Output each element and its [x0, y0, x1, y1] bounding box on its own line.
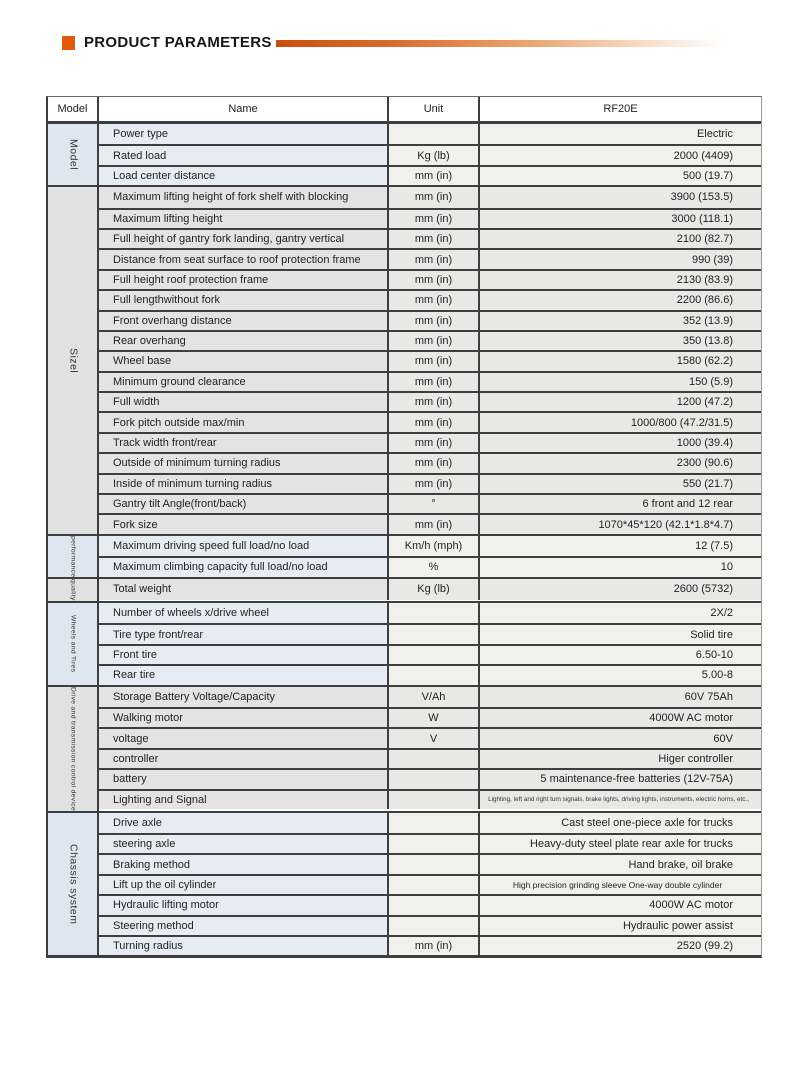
param-name: Outside of minimum turning radius [99, 454, 389, 472]
param-unit [389, 750, 480, 768]
spec-row-total-weight [99, 579, 761, 599]
param-name: Hydraulic lifting motor [99, 896, 389, 914]
spec-row-front-tire [99, 644, 761, 664]
param-value: 5.00-8 [480, 666, 761, 684]
spec-group-rows [99, 124, 761, 185]
param-name: Fork pitch outside max/min [99, 413, 389, 431]
spec-table [46, 96, 762, 958]
param-value: 352 (13.9) [480, 312, 761, 330]
param-unit [389, 876, 480, 894]
param-unit [389, 770, 480, 788]
spec-row-walking-motor [99, 707, 761, 727]
param-name: Load center distance [99, 167, 389, 185]
param-unit: mm (in) [389, 413, 480, 431]
param-value: 2130 (83.9) [480, 271, 761, 289]
param-value: 6 front and 12 rear [480, 495, 761, 513]
param-value: Higer controller [480, 750, 761, 768]
param-name: Maximum lifting height of fork shelf with blocking [99, 187, 389, 207]
param-name: Distance from seat surface to roof protection frame [99, 250, 389, 268]
group-label-wheels-and-tires: Wheels and Tires [48, 603, 99, 685]
spec-row-steering-method [99, 915, 761, 935]
param-name: Rear tire [99, 666, 389, 684]
param-name: steering axle [99, 835, 389, 853]
spec-row-front-overhang-distance [99, 310, 761, 330]
param-unit [389, 896, 480, 914]
spec-row-steering-axle [99, 833, 761, 853]
spec-row-maximum-lifting-height [99, 208, 761, 228]
spec-row-number-of-wheels-x-drive-wheel [99, 603, 761, 623]
spec-row-maximum-climbing-capacity-full-load-no-load [99, 556, 761, 576]
header-unit: Unit [389, 97, 480, 121]
param-name: Braking method [99, 855, 389, 873]
param-unit: mm (in) [389, 454, 480, 472]
param-name: Power type [99, 124, 389, 144]
param-unit: V/Ah [389, 687, 480, 707]
param-unit: mm (in) [389, 937, 480, 955]
param-name: Lighting and Signal [99, 791, 389, 809]
param-name: Rear overhang [99, 332, 389, 350]
spec-row-fork-size [99, 513, 761, 533]
header-model-value: RF20E [603, 103, 638, 115]
param-value: 3000 (118.1) [480, 210, 761, 228]
spec-row-rated-load [99, 144, 761, 164]
param-name: Fork size [99, 515, 389, 533]
param-value: 2600 (5732) [480, 579, 761, 599]
param-unit [389, 603, 480, 623]
spec-row-maximum-lifting-height-of-fork-shelf-with-blocking [99, 187, 761, 207]
param-unit: ° [389, 495, 480, 513]
param-value: 2520 (99.2) [480, 937, 761, 955]
param-value: 5 maintenance-free batteries (12V-75A) [480, 770, 761, 788]
param-unit: V [389, 729, 480, 747]
param-value: 1070*45*120 (42.1*1.8*4.7) [480, 515, 761, 533]
spec-row-lift-up-the-oil-cylinder [99, 874, 761, 894]
header-model: Model [48, 97, 99, 121]
spec-row-fork-pitch-outside-max-min [99, 411, 761, 431]
param-name: Drive axle [99, 813, 389, 833]
spec-group-rows [99, 579, 761, 601]
param-unit: mm (in) [389, 167, 480, 185]
param-unit: mm (in) [389, 250, 480, 268]
param-value: 2300 (90.6) [480, 454, 761, 472]
param-value: 2000 (4409) [480, 146, 761, 164]
param-unit [389, 791, 480, 809]
param-unit: mm (in) [389, 352, 480, 370]
spec-row-full-width [99, 391, 761, 411]
param-unit [389, 855, 480, 873]
param-value: 4000W AC motor [480, 709, 761, 727]
spec-row-power-type [99, 124, 761, 144]
param-value: 990 (39) [480, 250, 761, 268]
param-unit [389, 124, 480, 144]
param-unit: mm (in) [389, 393, 480, 411]
param-name: Total weight [99, 579, 389, 599]
param-value: Hand brake, oil brake [480, 855, 761, 873]
param-unit: Kg (lb) [389, 146, 480, 164]
spec-row-controller [99, 748, 761, 768]
param-unit: mm (in) [389, 230, 480, 248]
param-name: Maximum climbing capacity full load/no load [99, 558, 389, 576]
param-value: 1000/800 (47.2/31.5) [480, 413, 761, 431]
spec-group-model [48, 124, 761, 185]
param-value: Cast steel one-piece axle for trucks [480, 813, 761, 833]
spec-row-rear-tire [99, 664, 761, 684]
param-unit: % [389, 558, 480, 576]
spec-group-sizel [48, 185, 761, 534]
spec-group-rows [99, 187, 761, 534]
param-value: Heavy-duty steel plate rear axle for trucks [480, 835, 761, 853]
param-name: Front overhang distance [99, 312, 389, 330]
spec-row-wheel-base [99, 350, 761, 370]
param-value: 60V [480, 729, 761, 747]
param-value: 3900 (153.5) [480, 187, 761, 207]
param-value: 60V 75Ah [480, 687, 761, 707]
param-unit [389, 813, 480, 833]
param-name: Track width front/rear [99, 434, 389, 452]
param-unit: mm (in) [389, 210, 480, 228]
spec-group-rows [99, 603, 761, 685]
param-value: 550 (21.7) [480, 475, 761, 493]
param-unit: mm (in) [389, 291, 480, 309]
param-unit [389, 666, 480, 684]
spec-row-drive-axle [99, 813, 761, 833]
spec-group-drive-and-transmission-control-device [48, 685, 761, 811]
param-value: 2X/2 [480, 603, 761, 623]
param-name: Front tire [99, 646, 389, 664]
spec-row-rear-overhang [99, 330, 761, 350]
param-name: Maximum lifting height [99, 210, 389, 228]
spec-row-full-height-of-gantry-fork-landing-gantry-vertical [99, 228, 761, 248]
spec-row-track-width-front-rear [99, 432, 761, 452]
param-value: 2100 (82.7) [480, 230, 761, 248]
param-name: Inside of minimum turning radius [99, 475, 389, 493]
spec-row-load-center-distance [99, 165, 761, 185]
spec-row-outside-of-minimum-turning-radius [99, 452, 761, 472]
param-unit: mm (in) [389, 475, 480, 493]
spec-table-body [48, 124, 761, 955]
group-label-chassis-system: Chassis system [48, 813, 99, 956]
spec-row-hydraulic-lifting-motor [99, 894, 761, 914]
param-unit [389, 625, 480, 643]
spec-row-full-lengthwithout-fork [99, 289, 761, 309]
param-name: Number of wheels x/drive wheel [99, 603, 389, 623]
group-label-model: Model [48, 124, 99, 185]
param-name: Tire type front/rear [99, 625, 389, 643]
page-header [62, 34, 722, 51]
group-label-quality: quality [48, 579, 99, 601]
spec-row-voltage [99, 727, 761, 747]
param-unit: mm (in) [389, 515, 480, 533]
param-unit: W [389, 709, 480, 727]
spec-row-battery [99, 768, 761, 788]
group-label-performance: performance [48, 536, 99, 577]
param-unit [389, 646, 480, 664]
param-value: 350 (13.8) [480, 332, 761, 350]
param-unit: mm (in) [389, 312, 480, 330]
param-value: 1580 (62.2) [480, 352, 761, 370]
header-name: Name [99, 97, 389, 121]
param-name: Wheel base [99, 352, 389, 370]
param-name: battery [99, 770, 389, 788]
spec-group-performance [48, 534, 761, 577]
param-name: Full height roof protection frame [99, 271, 389, 289]
param-name: voltage [99, 729, 389, 747]
param-value: 6.50-10 [480, 646, 761, 664]
param-name: Maximum driving speed full load/no load [99, 536, 389, 556]
param-unit: Km/h (mph) [389, 536, 480, 556]
param-unit: Kg (lb) [389, 579, 480, 599]
param-name: Full width [99, 393, 389, 411]
spec-row-full-height-roof-protection-frame [99, 269, 761, 289]
param-value: Hydraulic power assist [480, 917, 761, 935]
param-value: Electric [480, 124, 761, 144]
title-gradient-bar [276, 40, 722, 47]
spec-group-wheels-and-tires [48, 601, 761, 685]
param-name: Full lengthwithout fork [99, 291, 389, 309]
param-name: Storage Battery Voltage/Capacity [99, 687, 389, 707]
spec-row-minimum-ground-clearance [99, 371, 761, 391]
spec-row-turning-radius [99, 935, 761, 955]
param-unit: mm (in) [389, 373, 480, 391]
spec-table-header [48, 97, 761, 124]
param-name: Full height of gantry fork landing, gantry vertical [99, 230, 389, 248]
spec-group-chassis-system [48, 811, 761, 956]
param-unit [389, 835, 480, 853]
param-value: Lighting, left and right turn signals, brake lights, driving lights, instruments, electric horns, etc., [480, 791, 761, 809]
param-value: 150 (5.9) [480, 373, 761, 391]
param-name: Walking motor [99, 709, 389, 727]
spec-row-distance-from-seat-surface-to-roof-protection-frame [99, 248, 761, 268]
param-name: Minimum ground clearance [99, 373, 389, 391]
param-value: 500 (19.7) [480, 167, 761, 185]
spec-row-inside-of-minimum-turning-radius [99, 473, 761, 493]
param-unit: mm (in) [389, 187, 480, 207]
param-unit: mm (in) [389, 434, 480, 452]
param-unit: mm (in) [389, 332, 480, 350]
param-name: controller [99, 750, 389, 768]
spec-row-gantry-tilt-angle-front-back [99, 493, 761, 513]
param-name: Lift up the oil cylinder [99, 876, 389, 894]
spec-row-storage-battery-voltage-capacity [99, 687, 761, 707]
spec-row-tire-type-front-rear [99, 623, 761, 643]
param-value: 4000W AC motor [480, 896, 761, 914]
group-label-drive-and-transmission-control-device: Drive and transmission control device [48, 687, 99, 811]
param-value: 12 (7.5) [480, 536, 761, 556]
spec-group-rows [99, 813, 761, 956]
param-value: 1000 (39.4) [480, 434, 761, 452]
spec-group-rows [99, 536, 761, 577]
param-value: 2200 (86.6) [480, 291, 761, 309]
param-value: 10 [480, 558, 761, 576]
page-title: PRODUCT PARAMETERS [84, 34, 272, 51]
param-name: Gantry tilt Angle(front/back) [99, 495, 389, 513]
param-name: Steering method [99, 917, 389, 935]
spec-group-quality [48, 577, 761, 601]
group-label-sizel: Sizel [48, 187, 99, 534]
param-name: Rated load [99, 146, 389, 164]
spec-row-braking-method [99, 853, 761, 873]
spec-row-maximum-driving-speed-full-load-no-load [99, 536, 761, 556]
param-name: Turning radius [99, 937, 389, 955]
param-value: High precision grinding sleeve One-way double cylinder [480, 876, 761, 894]
param-value: Solid tire [480, 625, 761, 643]
spec-row-lighting-and-signal [99, 789, 761, 809]
accent-square-icon [62, 36, 75, 50]
spec-group-rows [99, 687, 761, 811]
param-unit [389, 917, 480, 935]
param-value: 1200 (47.2) [480, 393, 761, 411]
param-unit: mm (in) [389, 271, 480, 289]
